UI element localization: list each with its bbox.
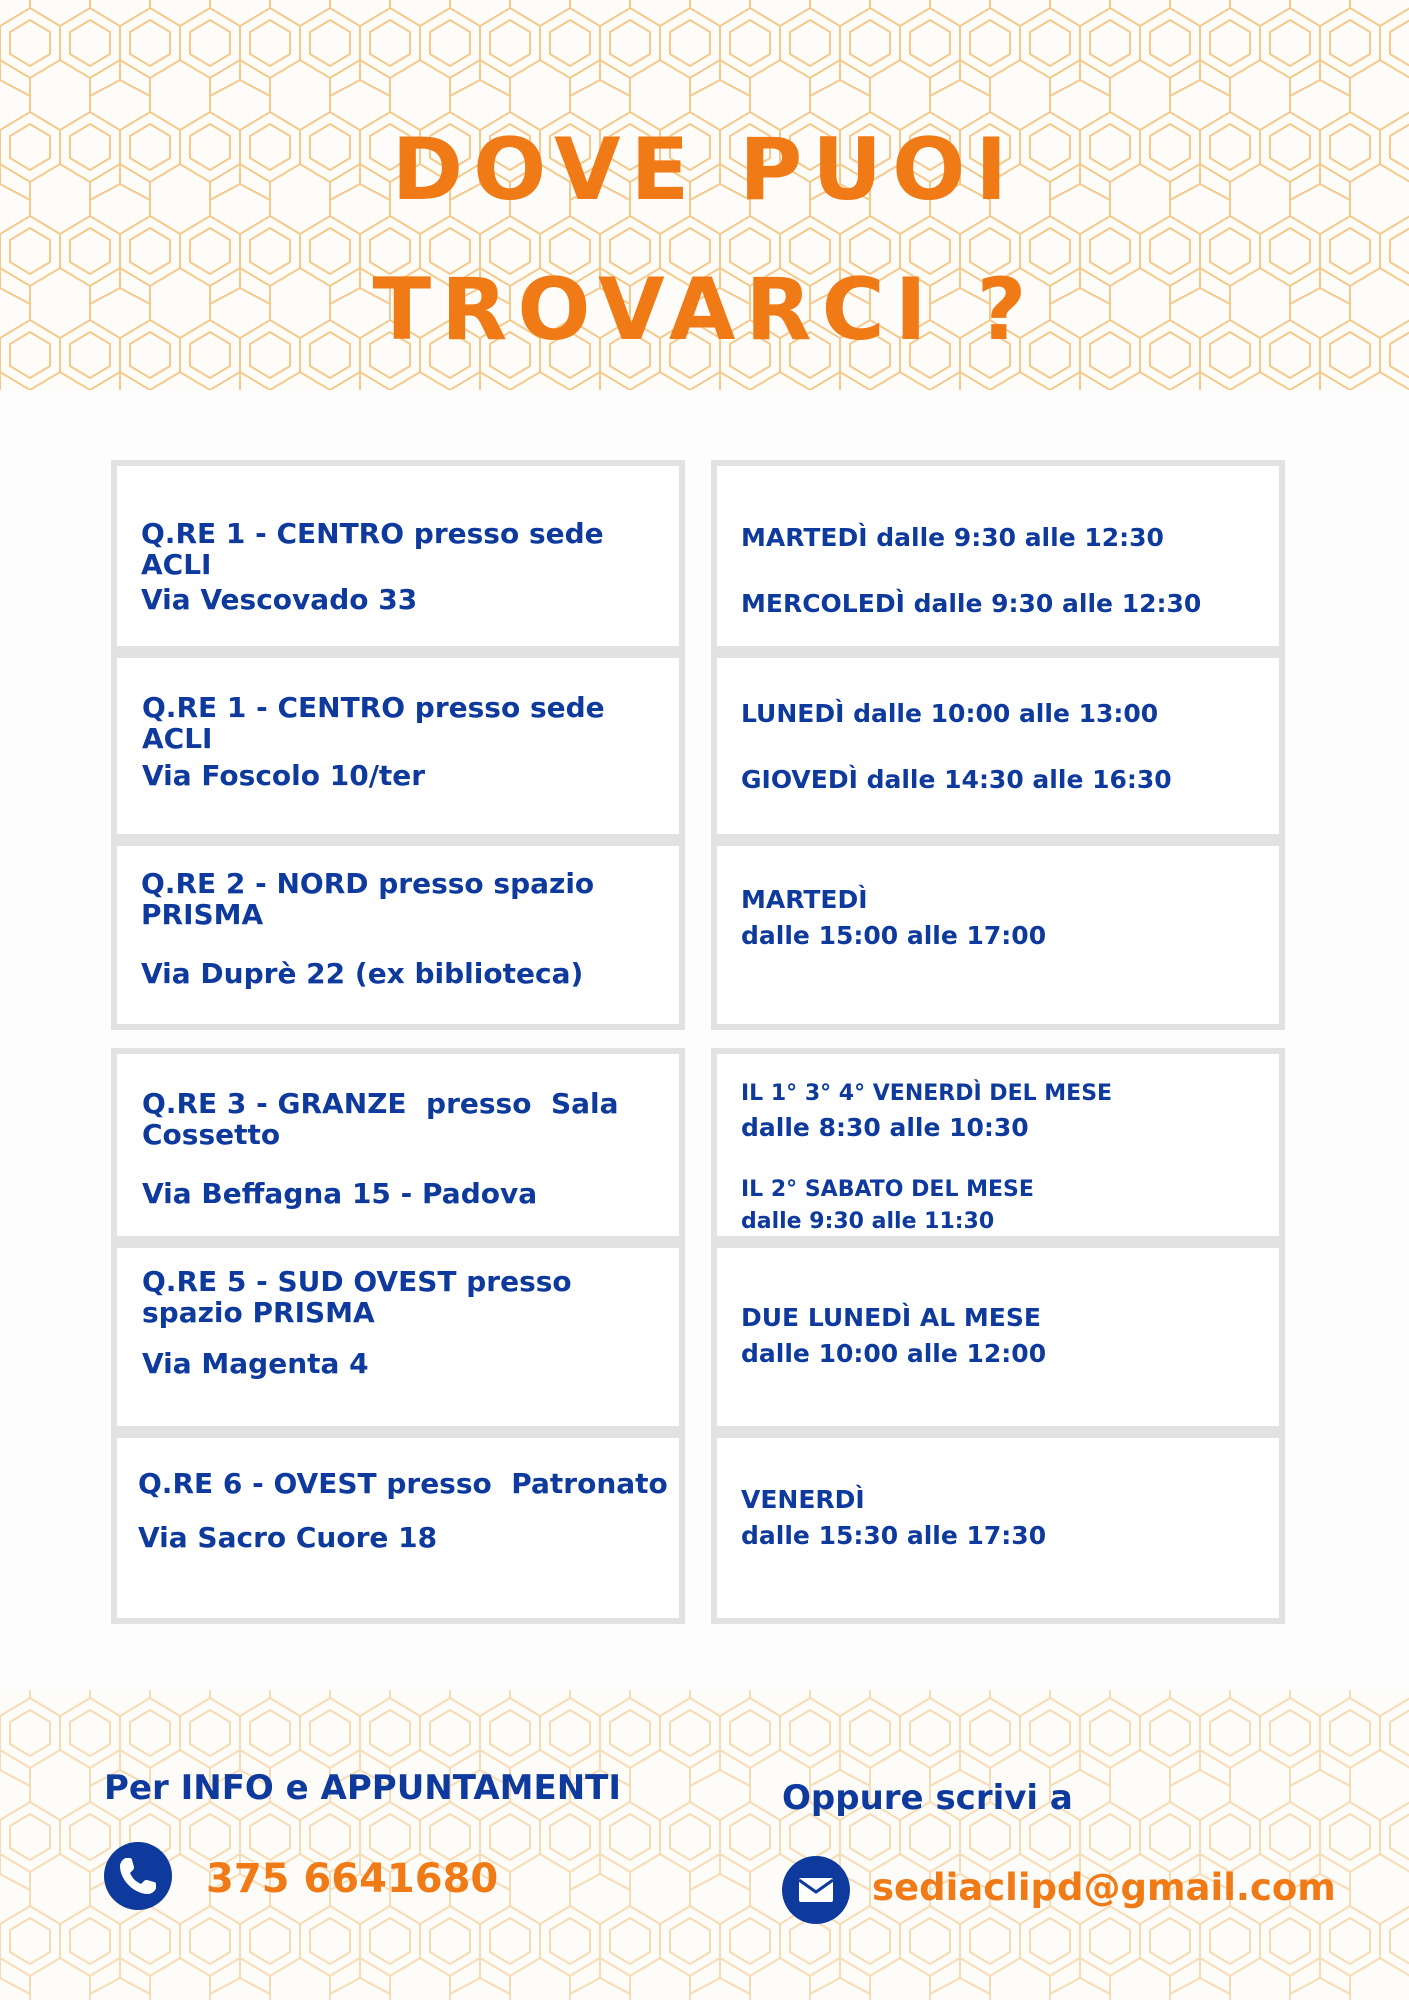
schedule-line: LUNEDÌ dalle 10:00 alle 13:00 — [741, 699, 1159, 728]
schedule-line: dalle 9:30 alle 11:30 — [741, 1209, 995, 1234]
schedule-line: VENERDÌ dalle 15:30 alle 17:30 — [741, 1485, 1047, 1550]
location-cell — [111, 1242, 685, 1432]
location-address: Via Magenta 4 — [142, 1347, 369, 1380]
location-address: Via Sacro Cuore 18 — [138, 1521, 438, 1554]
location-address: Via Foscolo 10/ter — [142, 759, 426, 792]
location-cell — [111, 1432, 685, 1624]
schedule-line: GIOVEDÌ dalle 14:30 alle 16:30 — [741, 765, 1172, 794]
schedule-cell — [711, 460, 1285, 652]
location-name: Q.RE 1 - CENTRO presso sede ACLI — [141, 517, 614, 581]
location-name: Q.RE 3 - GRANZE presso Sala Cossetto — [142, 1087, 619, 1151]
location-cell — [111, 460, 685, 652]
title-line-1: DOVE PUOI — [391, 120, 1018, 220]
info-title: Per INFO e APPUNTAMENTI — [104, 1768, 621, 1808]
page-title — [0, 100, 1409, 380]
envelope-icon — [782, 1856, 850, 1924]
email-title: Oppure scrivi a — [782, 1778, 1073, 1818]
location-address: Via Vescovado 33 — [141, 583, 418, 616]
title-line-2: TROVARCI ? — [372, 260, 1037, 360]
schedule-line: MARTEDÌ dalle 9:30 alle 12:30 — [741, 523, 1164, 552]
schedule-line: MERCOLEDÌ dalle 9:30 alle 12:30 — [741, 589, 1202, 618]
location-name: Q.RE 5 - SUD OVEST presso spazio PRISMA — [142, 1265, 572, 1329]
location-name: Q.RE 6 - OVEST presso Patronato — [138, 1467, 668, 1500]
schedule-line: IL 2° SABATO DEL MESE — [741, 1177, 1034, 1202]
phone-icon — [104, 1842, 172, 1910]
location-name: Q.RE 2 - NORD presso spazio PRISMA — [141, 867, 595, 931]
schedule-line: MARTEDÌ dalle 15:00 alle 17:00 — [741, 885, 1047, 950]
schedule-cell — [711, 1048, 1285, 1242]
schedule-line: DUE LUNEDÌ AL MESE dalle 10:00 alle 12:00 — [741, 1303, 1047, 1368]
schedule-cell — [711, 652, 1285, 840]
location-cell — [111, 840, 685, 1030]
schedule-cell — [711, 1242, 1285, 1432]
bottom-pattern-background — [0, 1690, 1409, 2000]
schedule-cell — [711, 1432, 1285, 1624]
location-cell — [111, 652, 685, 840]
location-address: Via Duprè 22 (ex biblioteca) — [141, 957, 584, 990]
location-cell — [111, 1048, 685, 1242]
email-address[interactable]: sediaclipd@gmail.com — [872, 1866, 1336, 1909]
schedule-line: IL 1° 3° 4° VENERDÌ DEL MESE — [741, 1081, 1113, 1106]
schedule-cell — [711, 840, 1285, 1030]
schedule-line: dalle 8:30 alle 10:30 — [741, 1113, 1029, 1142]
location-name: Q.RE 1 - CENTRO presso sede ACLI — [142, 691, 615, 755]
location-address: Via Beffagna 15 - Padova — [142, 1177, 538, 1210]
phone-number[interactable]: 375 6641680 — [206, 1856, 499, 1902]
